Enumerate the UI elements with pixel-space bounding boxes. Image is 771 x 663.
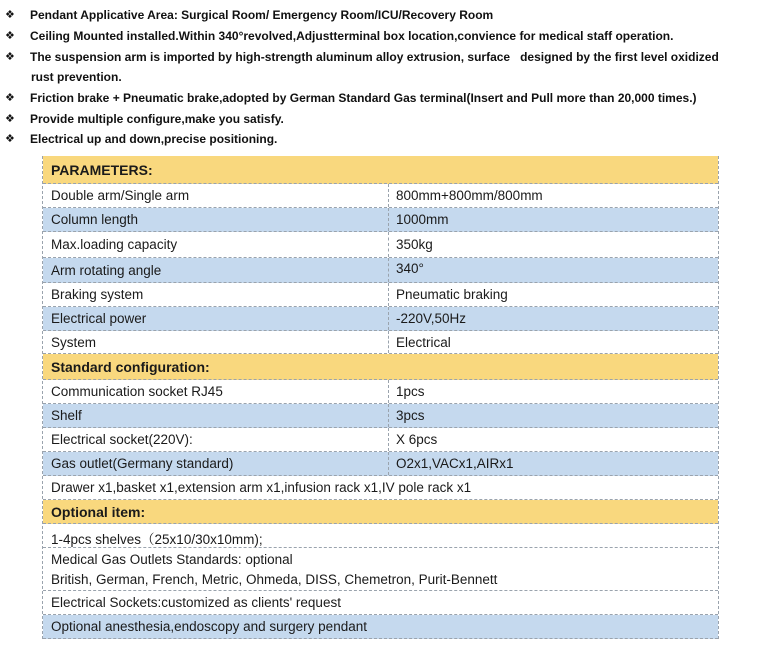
table-row: Electrical socket(220V): X 6pcs bbox=[43, 428, 718, 452]
table-row-full: Medical Gas Outlets Standards: optional British, German, French, Metric, Ohmeda, DISS, Chemetron, Purit-Bennett bbox=[43, 548, 718, 591]
diamond-bullet-icon: ❖ bbox=[5, 30, 15, 42]
table-row: Shelf 3pcs bbox=[43, 404, 718, 428]
spec-table bbox=[42, 156, 719, 639]
table-row-full: Drawer x1,basket x1,extension arm x1,infusion rack x1,IV pole rack x1 bbox=[43, 476, 718, 500]
table-row: Column length 1000mm bbox=[43, 208, 718, 232]
diamond-bullet-icon: ❖ bbox=[5, 92, 15, 104]
table-row: Braking system Pneumatic braking bbox=[43, 283, 718, 307]
table-row: Double arm/Single arm 800mm+800mm/800mm bbox=[43, 184, 718, 208]
optional-heading-row bbox=[43, 500, 718, 524]
table-row-full: Optional anesthesia,endoscopy and surgery pendant bbox=[43, 615, 718, 639]
standard-heading-row bbox=[43, 354, 718, 380]
section-heading: Standard configuration: bbox=[51, 359, 210, 375]
parameters-heading-row bbox=[43, 156, 718, 184]
table-row: Gas outlet(Germany standard) O2x1,VACx1,AIRx1 bbox=[43, 452, 718, 476]
table-row: Electrical power -220V,50Hz bbox=[43, 307, 718, 331]
table-row-full: 1-4pcs shelves（25x10/30x10mm); bbox=[43, 524, 718, 548]
table-row: System Electrical bbox=[43, 331, 718, 354]
table-row-full: Electrical Sockets:customized as clients' request bbox=[43, 591, 718, 615]
diamond-bullet-icon: ❖ bbox=[5, 133, 15, 145]
diamond-bullet-icon: ❖ bbox=[5, 51, 15, 63]
table-row: Arm rotating angle 340° bbox=[43, 258, 718, 283]
diamond-bullet-icon: ❖ bbox=[5, 9, 15, 21]
section-heading: Optional item: bbox=[51, 504, 146, 520]
table-row: Max.loading capacity 350kg bbox=[43, 232, 718, 258]
table-row: Communication socket RJ45 1pcs bbox=[43, 380, 718, 404]
diamond-bullet-icon: ❖ bbox=[5, 113, 15, 125]
section-heading: PARAMETERS: bbox=[51, 162, 153, 178]
